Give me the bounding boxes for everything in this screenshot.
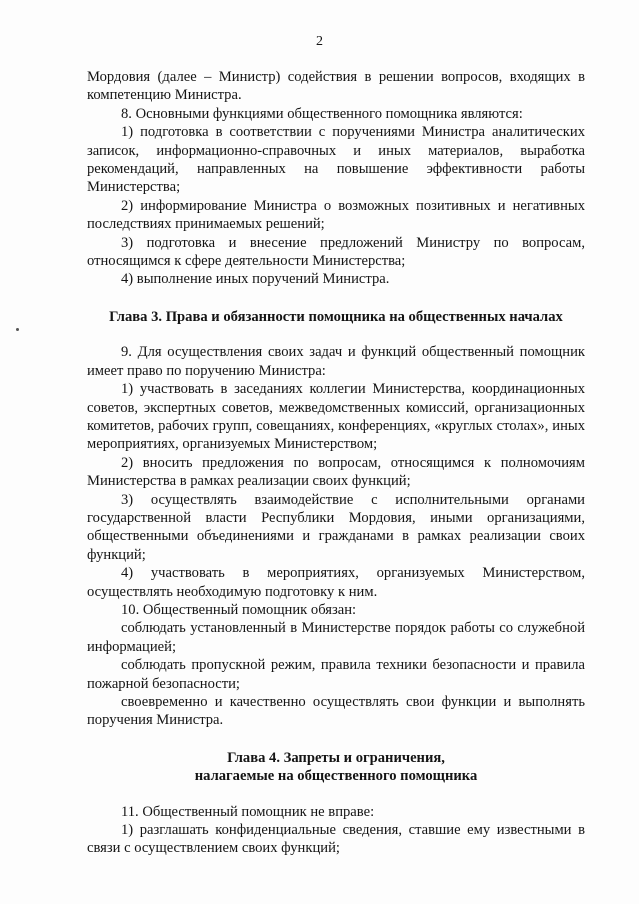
page-number: 2 bbox=[316, 34, 323, 49]
paragraph: своевременно и качественно осуществлять свои функции и выполнять поручения Министра. bbox=[87, 694, 585, 729]
paragraph: 4) выполнение иных поручений Министра. bbox=[121, 271, 390, 288]
paragraph: 1) разглашать конфиденциальные сведения, ставшие ему известными в связи с осуществлением своих функций; bbox=[87, 822, 585, 857]
document-body bbox=[87, 68, 585, 858]
paragraph: 3) осуществлять взаимодействие с исполнительными органами государственной власти Республики Мордовия, иными организациями, общественными объединениями и гражданами в рамках реализации своих функций; bbox=[87, 491, 585, 563]
paragraph: соблюдать установленный в Министерстве порядок работы со служебной информацией; bbox=[87, 620, 585, 655]
paragraph: 10. Общественный помощник обязан: bbox=[121, 601, 357, 618]
paragraph: 3) подготовка и внесение предложений Министру по вопросам, относящимся к сфере деятельности Министерства; bbox=[87, 234, 585, 270]
paragraph: Мордовия (далее – Министр) содействия в решении вопросов, входящих в компетенцию Министра. bbox=[87, 69, 585, 104]
paragraph: 1) участвовать в заседаниях коллегии Министерства, координационных советов, экспертных советов, межведомственных комиссий, организационных комитетов, рабочих групп, совещаниях, конференциях, «круглых столах», иных мероприятиях, организуемых Министерством; bbox=[87, 381, 585, 453]
chapter-heading-line: налагаемые на общественного помощника bbox=[194, 768, 478, 785]
chapter-heading-line: Глава 4. Запреты и ограничения, bbox=[227, 749, 445, 766]
scan-speck bbox=[16, 328, 19, 331]
paragraph: 2) вносить предложения по вопросам, относящимся к полномочиям Министерства в рамках реализации своих функций; bbox=[87, 454, 585, 490]
paragraph: 1) подготовка в соответствии с поручениями Министра аналитических записок, информационно-справочных и иных материалов, выработка рекомендаций, направленных на повышение эффективности работы Министерства; bbox=[87, 124, 585, 196]
paragraph: 2) информирование Министра о возможных позитивных и негативных последствиях принимаемых решений; bbox=[87, 197, 585, 233]
paragraph: 9. Для осуществления своих задач и функций общественный помощник имеет право по поручению Министра: bbox=[87, 344, 585, 379]
paragraph: 4) участвовать в мероприятиях, организуемых Министерством, осуществлять необходимую подготовку к ним. bbox=[87, 565, 585, 600]
paragraph: соблюдать пропускной режим, правила техники безопасности и правила пожарной безопасности; bbox=[87, 657, 585, 692]
paragraph: 11. Общественный помощник не вправе: bbox=[121, 803, 375, 820]
paragraph: 8. Основными функциями общественного помощника являются: bbox=[121, 105, 523, 122]
chapter-heading: Глава 3. Права и обязанности помощника на общественных началах bbox=[109, 308, 563, 325]
